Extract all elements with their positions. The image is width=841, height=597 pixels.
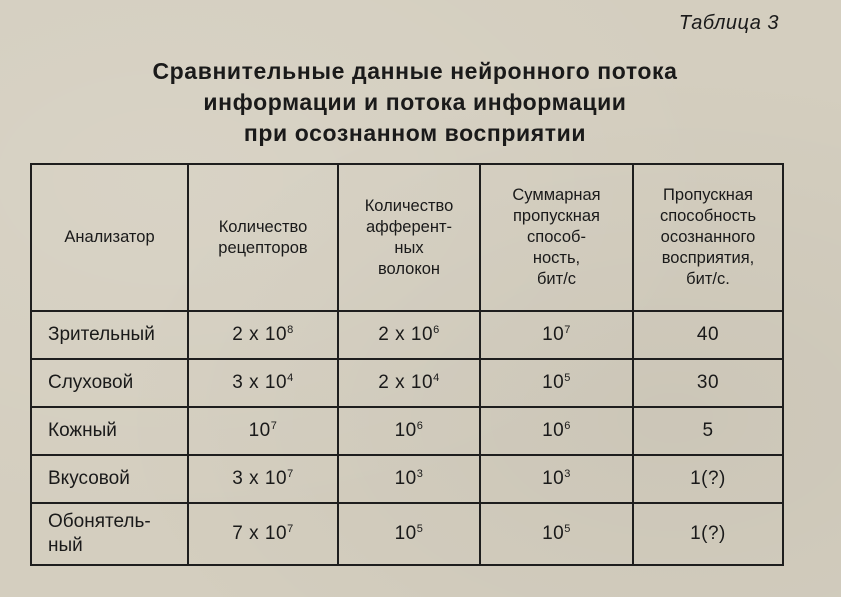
conscious-capacity-value: 30 <box>633 359 783 407</box>
conscious-capacity-value: 1(?) <box>633 455 783 503</box>
receptors-value: 3 x $10^4$ <box>188 359 338 407</box>
analyzer-name: Вкусовой <box>31 455 188 503</box>
header-total-capacity: Суммарная пропускная способ- ность, бит/с <box>480 164 633 311</box>
fibers-value: $10^5$ <box>338 503 480 565</box>
fibers-value: 2 x $10^6$ <box>338 311 480 359</box>
table-header-row <box>31 164 783 311</box>
analyzer-name: Зрительный <box>31 311 188 359</box>
receptors-value: 3 x $10^7$ <box>188 455 338 503</box>
receptors-value: 2 x $10^8$ <box>188 311 338 359</box>
conscious-capacity-value: 40 <box>633 311 783 359</box>
receptors-value: $10^7$ <box>188 407 338 455</box>
analyzer-name: Слуховой <box>31 359 188 407</box>
title-line: Сравнительные данные нейронного потока <box>152 58 678 84</box>
receptors-value: 7 x $10^7$ <box>188 503 338 565</box>
fibers-value: $10^3$ <box>338 455 480 503</box>
table-number-label: Таблица 3 <box>678 12 779 34</box>
comparison-table <box>30 163 784 566</box>
header-analyzer: Анализатор <box>31 164 188 311</box>
total-capacity-value: $10^5$ <box>480 359 633 407</box>
fibers-value: $10^6$ <box>338 407 480 455</box>
conscious-capacity-value: 5 <box>633 407 783 455</box>
total-capacity-value: $10^6$ <box>480 407 633 455</box>
table-row <box>31 407 783 455</box>
conscious-capacity-value: 1(?) <box>633 503 783 565</box>
header-receptors: Количество рецепторов <box>188 164 338 311</box>
total-capacity-value: $10^5$ <box>480 503 633 565</box>
fibers-value: 2 x $10^4$ <box>338 359 480 407</box>
total-capacity-value: $10^3$ <box>480 455 633 503</box>
table-row <box>31 455 783 503</box>
header-conscious-capacity: Пропускная способность осознанного восприятия, бит/с. <box>633 164 783 311</box>
table-row <box>31 503 783 565</box>
table-row <box>31 311 783 359</box>
title-line: информации и потока информации <box>203 89 627 115</box>
analyzer-name: Кожный <box>31 407 188 455</box>
table-title <box>95 56 735 149</box>
total-capacity-value: $10^7$ <box>480 311 633 359</box>
header-afferent-fibers: Количество афферент- ных волокон <box>338 164 480 311</box>
title-line: при осознанном восприятии <box>243 120 587 146</box>
analyzer-name: Обонятель- ный <box>31 503 188 565</box>
table-row <box>31 359 783 407</box>
